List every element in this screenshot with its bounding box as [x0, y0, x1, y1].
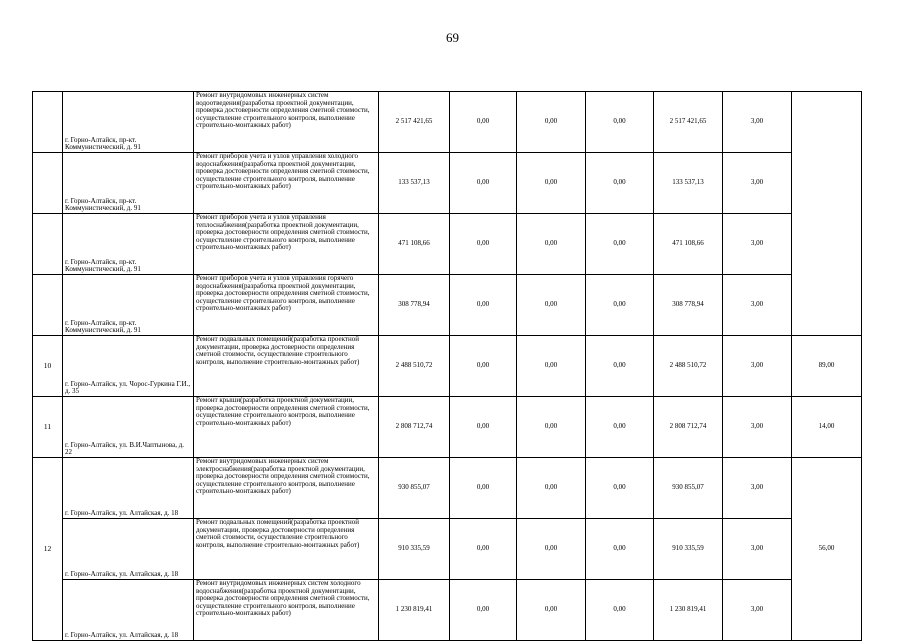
row-number: [33, 214, 63, 275]
rate-cell: 3,00: [723, 214, 792, 275]
value-cell: 0,00: [517, 275, 586, 336]
value-cell: 0,00: [450, 92, 517, 153]
value-cell: 0,00: [450, 580, 517, 641]
rate-cell: 3,00: [723, 580, 792, 641]
address-cell: г. Горно-Алтайск, ул. Чорос-Гуркина Г.И., д. 35: [63, 336, 194, 397]
rate-cell: 3,00: [723, 458, 792, 519]
value-cell: 0,00: [586, 214, 654, 275]
total-cost-cell: 2 488 510,72: [379, 336, 450, 397]
value-cell: 0,00: [517, 580, 586, 641]
value-cell: 0,00: [517, 92, 586, 153]
row-number: 10: [33, 336, 63, 397]
total-cost-cell: 2 517 421,65: [379, 92, 450, 153]
total-cost-cell: 1 230 819,41: [379, 580, 450, 641]
value-cell: 0,00: [450, 275, 517, 336]
value-cell: 0,00: [450, 458, 517, 519]
address-cell: г. Горно-Алтайск, ул. Алтайская, д. 18: [63, 580, 194, 641]
total-cost-cell: 133 537,13: [379, 153, 450, 214]
extra-value-cell: 56,00: [792, 458, 862, 641]
address-cell: г. Горно-Алтайск, ул. Алтайская, д. 18: [63, 519, 194, 580]
value-cell: 0,00: [586, 458, 654, 519]
fund-cost-cell: 910 335,59: [654, 519, 723, 580]
rate-cell: 3,00: [723, 153, 792, 214]
work-type-cell: Ремонт приборов учета и узлов управления горячего водоснабжения(разработка проектной документации, проверка достоверности определения сметной стоимости, осуществление строительного контроля, выполнение строительно-монтажных работ): [194, 275, 379, 336]
address-cell: г. Горно-Алтайск, ул. Алтайская, д. 18: [63, 458, 194, 519]
value-cell: 0,00: [586, 92, 654, 153]
extra-value-cell: [792, 92, 862, 336]
work-type-cell: Ремонт внутридомовых инженерных систем электроснабжения(разработка проектной документации, проверка достоверности определения сметной стоимости, осуществление строительного контроля, выполнение строительно-монтажных работ): [194, 458, 379, 519]
address-cell: г. Горно-Алтайск, пр-кт. Коммунистический, д. 91: [63, 92, 194, 153]
table-row: [33, 397, 862, 458]
total-cost-cell: 910 335,59: [379, 519, 450, 580]
work-type-cell: Ремонт внутридомовых инженерных систем водоотведения(разработка проектной документации, проверка достоверности определения сметной стоимости, осуществление строительного контроля, выполнение строительно-монтажных работ): [194, 92, 379, 153]
value-cell: 0,00: [517, 397, 586, 458]
fund-cost-cell: 930 855,07: [654, 458, 723, 519]
table-row: [33, 519, 862, 580]
fund-cost-cell: 2 517 421,65: [654, 92, 723, 153]
fund-cost-cell: 2 488 510,72: [654, 336, 723, 397]
work-type-cell: Ремонт приборов учета и узлов управления теплоснабжения(разработка проектной документации, проверка достоверности определения сметной стоимости, осуществление строительного контроля, выполнение строительно-монтажных работ): [194, 214, 379, 275]
extra-value-cell: 89,00: [792, 336, 862, 397]
table-row: [33, 336, 862, 397]
work-type-cell: Ремонт приборов учета и узлов управления холодного водоснабжения(разработка проектной документации, проверка достоверности определения сметной стоимости, осуществление строительного контроля, выполнение строительно-монтажных работ): [194, 153, 379, 214]
value-cell: 0,00: [586, 275, 654, 336]
total-cost-cell: 308 778,94: [379, 275, 450, 336]
fund-cost-cell: 308 778,94: [654, 275, 723, 336]
rate-cell: 3,00: [723, 519, 792, 580]
page-number: 69: [446, 30, 459, 45]
fund-cost-cell: 1 230 819,41: [654, 580, 723, 641]
value-cell: 0,00: [586, 153, 654, 214]
total-cost-cell: 930 855,07: [379, 458, 450, 519]
row-number: 11: [33, 397, 63, 458]
repair-plan-table: [32, 91, 862, 641]
rate-cell: 3,00: [723, 397, 792, 458]
rate-cell: 3,00: [723, 275, 792, 336]
value-cell: 0,00: [586, 519, 654, 580]
table-row: [33, 275, 862, 336]
row-number: [33, 275, 63, 336]
work-type-cell: Ремонт крыши(разработка проектной документации, проверка достоверности определения сметной стоимости, осуществление строительного контроля, выполнение строительно-монтажных работ): [194, 397, 379, 458]
table-row: [33, 153, 862, 214]
value-cell: 0,00: [517, 153, 586, 214]
value-cell: 0,00: [517, 458, 586, 519]
table-row: [33, 92, 862, 153]
address-cell: г. Горно-Алтайск, пр-кт. Коммунистический, д. 91: [63, 275, 194, 336]
address-cell: г. Горно-Алтайск, пр-кт. Коммунистический, д. 91: [63, 214, 194, 275]
fund-cost-cell: 471 108,66: [654, 214, 723, 275]
value-cell: 0,00: [517, 214, 586, 275]
row-number: [33, 92, 63, 153]
total-cost-cell: 2 808 712,74: [379, 397, 450, 458]
table-row: [33, 214, 862, 275]
rate-cell: 3,00: [723, 92, 792, 153]
extra-value-cell: 14,00: [792, 397, 862, 458]
address-cell: г. Горно-Алтайск, пр-кт. Коммунистический, д. 91: [63, 153, 194, 214]
table-row: [33, 580, 862, 641]
value-cell: 0,00: [586, 336, 654, 397]
value-cell: 0,00: [450, 519, 517, 580]
value-cell: 0,00: [450, 214, 517, 275]
work-type-cell: Ремонт внутридомовых инженерных систем холодного водоснабжения(разработка проектной документации, проверка достоверности определения сметной стоимости, осуществление строительного контроля, выполнение строительно-монтажных работ): [194, 580, 379, 641]
fund-cost-cell: 2 808 712,74: [654, 397, 723, 458]
value-cell: 0,00: [517, 519, 586, 580]
value-cell: 0,00: [586, 580, 654, 641]
value-cell: 0,00: [586, 397, 654, 458]
value-cell: 0,00: [450, 397, 517, 458]
value-cell: 0,00: [450, 336, 517, 397]
rate-cell: 3,00: [723, 336, 792, 397]
address-cell: г. Горно-Алтайск, ул. В.И.Чаптынова, д. 22: [63, 397, 194, 458]
total-cost-cell: 471 108,66: [379, 214, 450, 275]
value-cell: 0,00: [450, 153, 517, 214]
value-cell: 0,00: [517, 336, 586, 397]
table-row: [33, 458, 862, 519]
work-type-cell: Ремонт подвальных помещений(разработка проектной документации, проверка достоверности определения сметной стоимости, осуществление строительного контроля, выполнение строительно-монтажных работ): [194, 519, 379, 580]
row-number: 12: [33, 458, 63, 641]
fund-cost-cell: 133 537,13: [654, 153, 723, 214]
work-type-cell: Ремонт подвальных помещений(разработка проектной документации, проверка достоверности определения сметной стоимости, осуществление строительного контроля, выполнение строительно-монтажных работ): [194, 336, 379, 397]
row-number: [33, 153, 63, 214]
